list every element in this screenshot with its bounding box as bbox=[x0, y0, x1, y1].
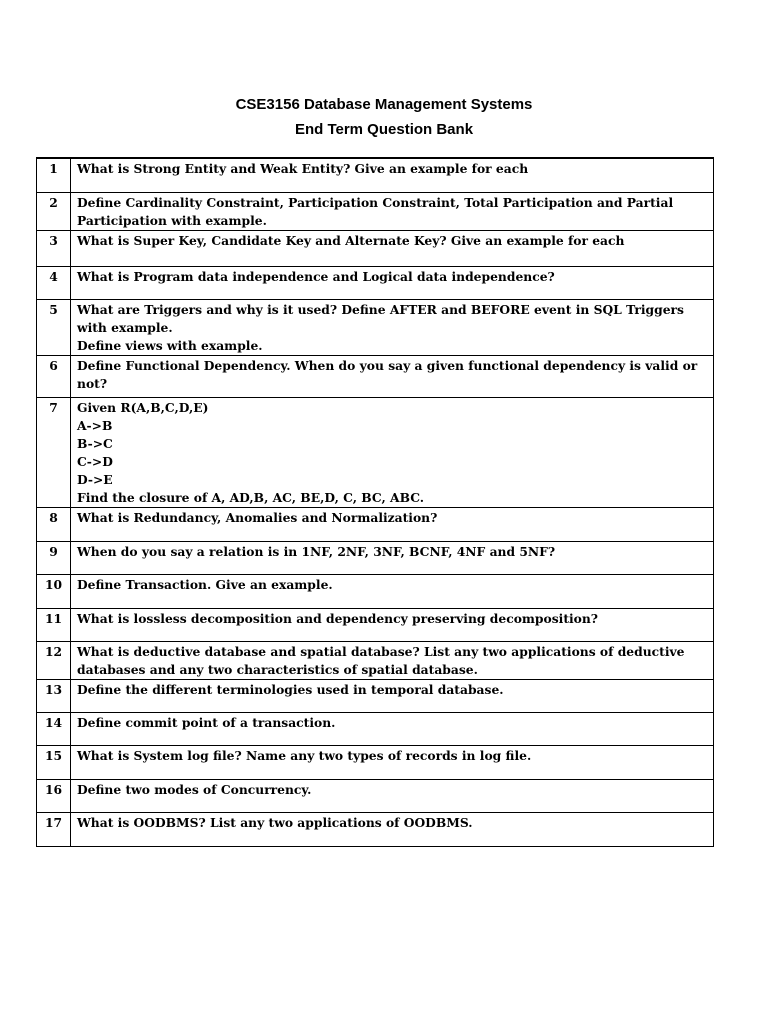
question-number: 1 bbox=[37, 158, 71, 192]
question-line: D->E bbox=[77, 471, 113, 487]
question-number: 13 bbox=[37, 679, 71, 712]
question-number: 5 bbox=[37, 299, 71, 355]
question-line: What is lossless decomposition and dependency preserving decomposition? bbox=[77, 610, 599, 626]
question-number: 15 bbox=[37, 745, 71, 779]
question-number: 14 bbox=[37, 712, 71, 745]
question-text bbox=[71, 230, 714, 266]
question-row bbox=[37, 679, 714, 712]
question-text bbox=[71, 679, 714, 712]
question-number: 8 bbox=[37, 507, 71, 541]
question-line: C->D bbox=[77, 453, 113, 469]
question-number: 2 bbox=[37, 192, 71, 230]
question-line: Find the closure of A, AD,B, AC, BE,D, C, BC, ABC. bbox=[77, 489, 425, 505]
question-text bbox=[71, 812, 714, 846]
question-number: 17 bbox=[37, 812, 71, 846]
question-row bbox=[37, 812, 714, 846]
question-table bbox=[36, 157, 714, 847]
question-line: Define Transaction. Give an example. bbox=[77, 576, 333, 592]
question-line: Participation with example. bbox=[77, 212, 267, 228]
question-line: not? bbox=[77, 375, 108, 391]
question-line: What is Super Key, Candidate Key and Alternate Key? Give an example for each bbox=[77, 232, 625, 248]
question-line: B->C bbox=[77, 435, 113, 451]
question-text bbox=[71, 641, 714, 679]
question-line: Given R(A,B,C,D,E) bbox=[77, 399, 209, 415]
question-text bbox=[71, 779, 714, 812]
question-row bbox=[37, 397, 714, 507]
question-row bbox=[37, 192, 714, 230]
question-number: 4 bbox=[37, 266, 71, 299]
question-number: 12 bbox=[37, 641, 71, 679]
question-line: Define Cardinality Constraint, Participation Constraint, Total Participation and Partial bbox=[77, 194, 674, 210]
question-line: What are Triggers and why is it used? Define AFTER and BEFORE event in SQL Triggers bbox=[77, 301, 684, 317]
question-text bbox=[71, 574, 714, 608]
question-line: Define Functional Dependency. When do you say a given functional dependency is valid or bbox=[77, 357, 698, 373]
question-line: What is Strong Entity and Weak Entity? Give an example for each bbox=[77, 161, 529, 176]
question-number: 7 bbox=[37, 397, 71, 507]
question-line: Define views with example. bbox=[77, 337, 263, 353]
question-text bbox=[71, 158, 714, 192]
question-line: Define commit point of a transaction. bbox=[77, 714, 336, 730]
question-text bbox=[71, 266, 714, 299]
question-line: When do you say a relation is in 1NF, 2NF, 3NF, BCNF, 4NF and 5NF? bbox=[77, 543, 556, 559]
question-number: 10 bbox=[37, 574, 71, 608]
question-line: What is Redundancy, Anomalies and Normalization? bbox=[77, 509, 438, 525]
question-number: 3 bbox=[37, 230, 71, 266]
document-header bbox=[0, 92, 768, 142]
question-number: 6 bbox=[37, 355, 71, 397]
question-text bbox=[71, 355, 714, 397]
question-row bbox=[37, 266, 714, 299]
question-line: A->B bbox=[77, 417, 113, 433]
question-line: Define the different terminologies used in temporal database. bbox=[77, 681, 504, 697]
question-line: What is System log file? Name any two types of records in log file. bbox=[77, 747, 532, 763]
question-row bbox=[37, 355, 714, 397]
question-line: databases and any two characteristics of spatial database. bbox=[77, 661, 478, 677]
document-subtitle: End Term Question Bank bbox=[294, 121, 474, 138]
question-row bbox=[37, 608, 714, 641]
question-text bbox=[71, 712, 714, 745]
question-text bbox=[71, 541, 714, 574]
question-table-body bbox=[37, 158, 714, 846]
question-line: What is deductive database and spatial database? List any two applications of deductive bbox=[77, 643, 685, 659]
question-line: What is OODBMS? List any two applications of OODBMS. bbox=[77, 814, 473, 830]
question-text bbox=[71, 745, 714, 779]
question-line: with example. bbox=[77, 319, 173, 335]
question-row bbox=[37, 779, 714, 812]
question-row bbox=[37, 299, 714, 355]
question-row bbox=[37, 158, 714, 192]
question-text bbox=[71, 397, 714, 507]
question-row bbox=[37, 641, 714, 679]
question-number: 9 bbox=[37, 541, 71, 574]
question-row bbox=[37, 507, 714, 541]
question-row bbox=[37, 745, 714, 779]
question-text bbox=[71, 608, 714, 641]
question-number: 16 bbox=[37, 779, 71, 812]
course-title: CSE3156 Database Management Systems bbox=[235, 96, 533, 113]
question-text bbox=[71, 299, 714, 355]
question-line: Define two modes of Concurrency. bbox=[77, 781, 312, 797]
question-row bbox=[37, 574, 714, 608]
question-row bbox=[37, 230, 714, 266]
question-row bbox=[37, 541, 714, 574]
question-line: What is Program data independence and Logical data independence? bbox=[77, 268, 555, 284]
question-row bbox=[37, 712, 714, 745]
question-text bbox=[71, 507, 714, 541]
question-number: 11 bbox=[37, 608, 71, 641]
question-text bbox=[71, 192, 714, 230]
